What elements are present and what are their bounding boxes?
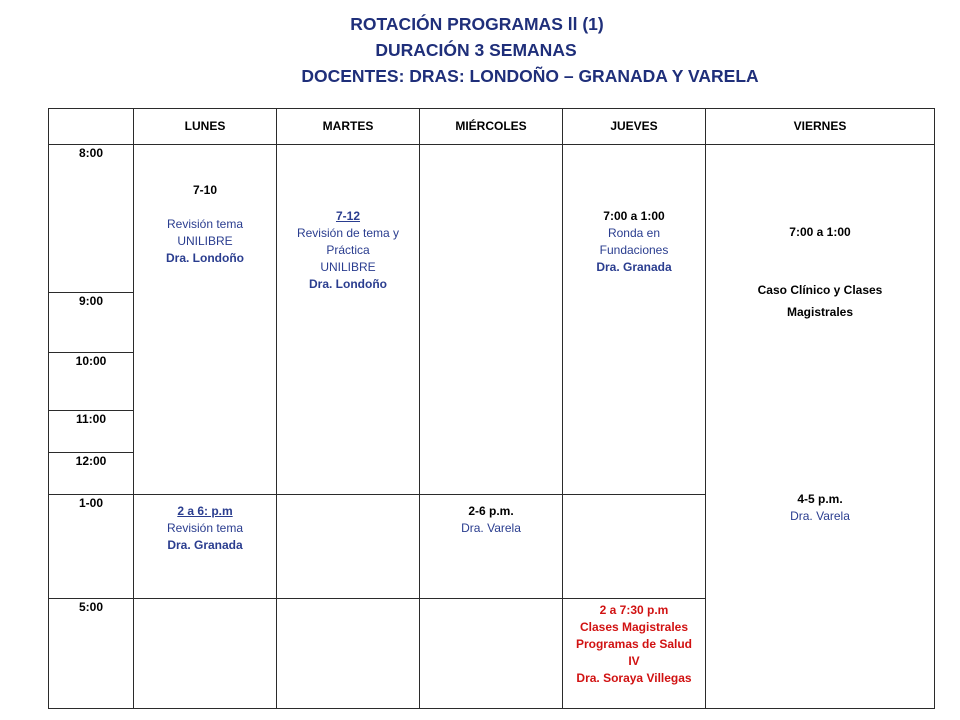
day-header-jueves: JUEVES: [563, 109, 706, 145]
jueves-late-cell: [563, 599, 706, 709]
time-8: 8:00: [49, 145, 134, 293]
viernes-activity-line2: Magistrales: [786, 305, 854, 319]
jueves-afternoon-cell: [563, 495, 706, 599]
time-10: 10:00: [49, 353, 134, 411]
jueves-am-line2: Fundaciones: [599, 243, 669, 257]
header-row: [49, 109, 935, 145]
martes-afternoon-cell: [277, 495, 420, 599]
table-row: [49, 145, 935, 293]
lunes-pm-line1: Revisión tema: [166, 521, 244, 535]
martes-am-line3: UNILIBRE: [320, 260, 376, 274]
time-1: 1-00: [49, 495, 134, 599]
martes-am-doctor: Dra. Londoño: [309, 277, 387, 291]
title-duration: DURACIÓN 3 SEMANAS: [375, 40, 577, 60]
day-header-viernes: VIERNES: [706, 109, 935, 145]
miercoles-afternoon-cell: [420, 495, 563, 599]
martes-morning-cell: [277, 145, 420, 495]
jueves-late-doctor: Dra. Soraya Villegas: [576, 671, 692, 685]
viernes-pm-doctor: Dra. Varela: [790, 509, 850, 523]
lunes-afternoon-cell: [134, 495, 277, 599]
time-5: 5:00: [49, 599, 134, 709]
corner-cell: [49, 109, 134, 145]
day-header-miercoles: MIÉRCOLES: [420, 109, 563, 145]
martes-late-cell: [277, 599, 420, 709]
jueves-late-time: 2 a 7:30 p.m: [599, 603, 669, 617]
schedule-table: [48, 108, 935, 709]
jueves-am-time: 7:00 a 1:00: [603, 209, 665, 223]
viernes-activity-line1: Caso Clínico y Clases: [757, 283, 883, 297]
martes-am-line2: Práctica: [326, 243, 370, 257]
day-header-martes: MARTES: [277, 109, 420, 145]
miercoles-morning-cell: [420, 145, 563, 495]
viernes-time: 7:00 a 1:00: [789, 225, 851, 239]
lunes-pm-doctor: Dra. Granada: [167, 538, 243, 552]
title-teachers: DOCENTES: DRAS: LONDOÑO – GRANADA Y VARELA: [301, 66, 759, 86]
miercoles-pm-doctor: Dra. Varela: [461, 521, 521, 535]
lunes-late-cell: [134, 599, 277, 709]
lunes-pm-time: 2 a 6: p.m: [177, 504, 233, 518]
time-12: 12:00: [49, 453, 134, 495]
jueves-late-line3: IV: [628, 654, 640, 668]
miercoles-pm-time: 2-6 p.m.: [468, 504, 514, 518]
miercoles-late-cell: [420, 599, 563, 709]
title-rotation: ROTACIÓN PROGRAMAS ll (1): [350, 14, 604, 34]
lunes-am-doctor: Dra. Londoño: [166, 251, 244, 265]
martes-am-line1: Revisión de tema y: [296, 226, 400, 240]
jueves-morning-cell: [563, 145, 706, 495]
lunes-am-line1: Revisión tema: [166, 217, 244, 231]
lunes-am-line2: UNILIBRE: [177, 234, 233, 248]
day-header-lunes: LUNES: [134, 109, 277, 145]
jueves-am-doctor: Dra. Granada: [596, 260, 672, 274]
jueves-am-line1: Ronda en: [607, 226, 661, 240]
lunes-am-time: 7-10: [192, 183, 218, 197]
time-9: 9:00: [49, 293, 134, 353]
jueves-late-line2: Programas de Salud: [575, 637, 693, 651]
time-11: 11:00: [49, 411, 134, 453]
viernes-cell: [706, 145, 935, 709]
lunes-morning-cell: [134, 145, 277, 495]
martes-am-time: 7-12: [335, 209, 361, 223]
jueves-late-line1: Clases Magistrales: [579, 620, 689, 634]
viernes-pm-time: 4-5 p.m.: [797, 492, 843, 506]
